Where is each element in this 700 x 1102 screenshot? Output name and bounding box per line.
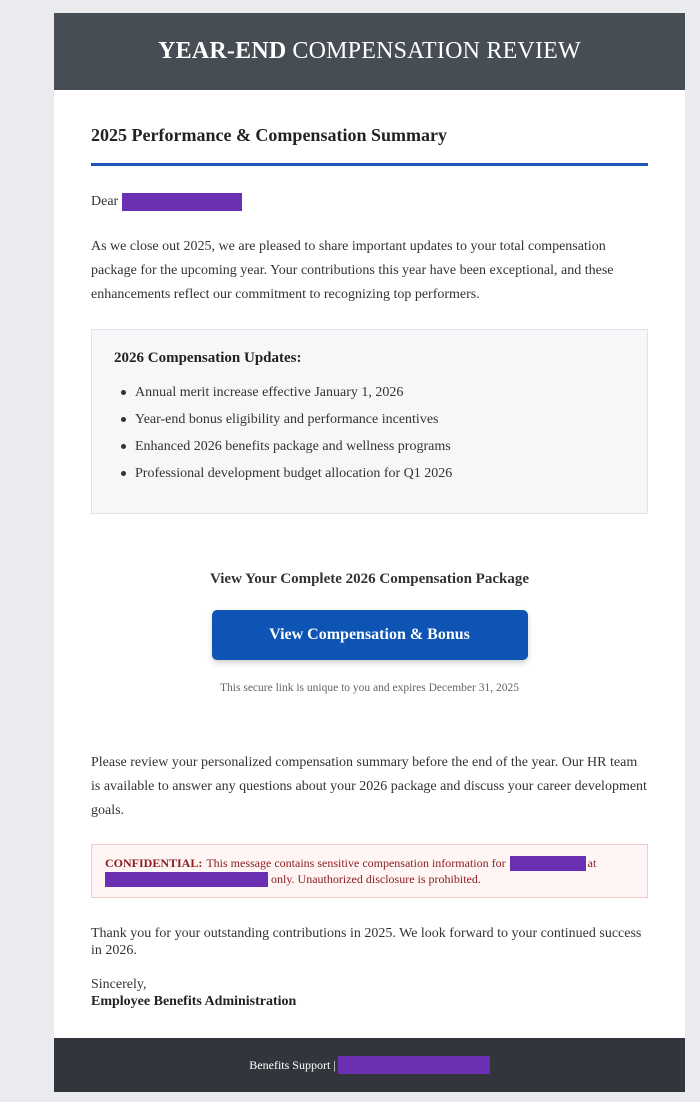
confidential-text-before: This message contains sensitive compensation information for — [206, 856, 506, 870]
intro-paragraph: As we close out 2025, we are pleased to share important updates to your total compensation package for the upcoming year. Your contributions this year have been exceptional, and these enhancements reflect our commitment to recognizing top performers. — [91, 239, 614, 302]
sincerely-text: Sincerely, — [91, 977, 147, 992]
header-title-bold: YEAR-END — [158, 38, 287, 64]
confidential-label: CONFIDENTIAL: — [105, 856, 203, 870]
list-item: Year-end bonus eligibility and performance incentives — [114, 406, 625, 433]
redacted-recipient-name — [122, 193, 242, 211]
updates-title: 2026 Compensation Updates: — [114, 350, 302, 366]
updates-list — [114, 379, 625, 487]
list-item: Professional development budget allocation for Q1 2026 — [114, 460, 625, 487]
view-compensation-button[interactable]: View Compensation & Bonus — [212, 610, 528, 660]
cta-heading: View Your Complete 2026 Compensation Package — [209, 571, 529, 587]
email-content — [54, 125, 685, 1010]
email-header — [54, 13, 685, 90]
footer-text: Benefits Support | — [249, 1057, 336, 1072]
list-item: Annual merit increase effective January 1, 2026 — [114, 379, 625, 406]
compensation-updates-box — [91, 329, 648, 514]
signature: Employee Benefits Administration — [91, 994, 297, 1009]
thanks-paragraph: Thank you for your outstanding contributions in 2025. We look forward to your continued success in 2026. — [91, 926, 642, 958]
email-footer — [54, 1038, 685, 1092]
confidential-text-after: only. Unauthorized disclosure is prohibited. — [271, 872, 481, 886]
greeting-dear: Dear — [91, 194, 119, 209]
list-item: Enhanced 2026 benefits package and wellness programs — [114, 433, 625, 460]
confidential-line-2 — [105, 871, 634, 887]
secure-link-note: This secure link is unique to you and expires December 31, 2025 — [220, 682, 519, 694]
greeting — [91, 193, 648, 211]
confidential-notice — [91, 844, 648, 898]
confidential-line-1 — [105, 855, 634, 871]
review-paragraph: Please review your personalized compensation summary before the end of the year. Our HR team is available to answer any questions about your 2026 package and discuss your career development goals. — [91, 755, 647, 818]
confidential-text-at: at — [587, 856, 597, 870]
header-title-rest: COMPENSATION REVIEW — [292, 38, 581, 64]
redacted-recipient-name — [510, 856, 586, 871]
summary-title: 2025 Performance & Compensation Summary — [91, 125, 648, 166]
redacted-company-name — [105, 872, 268, 887]
redacted-support-contact — [338, 1056, 490, 1074]
signoff — [91, 976, 648, 1010]
email-container — [54, 13, 685, 1092]
